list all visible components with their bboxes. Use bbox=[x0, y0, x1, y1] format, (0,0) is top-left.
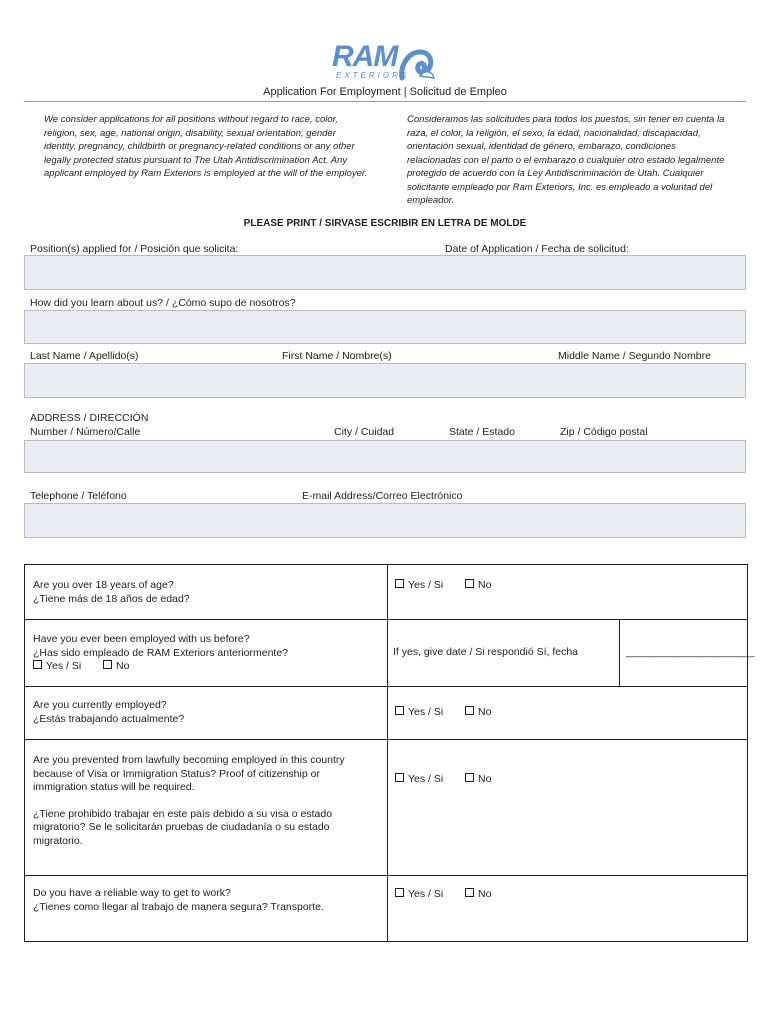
checkbox-icon[interactable] bbox=[395, 773, 404, 782]
immigration-no-option[interactable] bbox=[465, 773, 491, 785]
contact-field[interactable] bbox=[24, 503, 746, 538]
question-transportation-es: ¿Tienes como llegar al trabajo de manera segura? Transporte. bbox=[33, 900, 324, 913]
page-title: Application For Employment | Solicitud de Empleo bbox=[263, 86, 507, 98]
employed-before-yes-option[interactable] bbox=[33, 660, 81, 672]
wave-icon bbox=[398, 48, 436, 82]
question-immigration-status-en: Are you prevented from lawfully becoming employed in this country because of Visa or Immigration Status? Proof of citizenship or immigration status will be required. bbox=[33, 754, 345, 793]
title-divider bbox=[24, 101, 746, 102]
email-label: E-mail Address/Correo Electrónico bbox=[302, 490, 463, 502]
logo-brand: RAM bbox=[332, 40, 398, 73]
yes-label: Yes / Si bbox=[408, 773, 444, 785]
question-currently-employed bbox=[33, 699, 184, 726]
question-over-18 bbox=[33, 579, 190, 606]
employed-before-date-line[interactable]: ______________________ bbox=[626, 646, 755, 658]
over-18-yes-option[interactable] bbox=[395, 579, 443, 591]
question-transportation bbox=[33, 887, 324, 914]
question-over-18-es: ¿Tiene más de 18 años de edad? bbox=[33, 592, 190, 605]
checkbox-icon[interactable] bbox=[33, 660, 42, 669]
employed-before-date-label: If yes, give date / Si respondió Sí, fecha bbox=[393, 646, 579, 658]
address-heading: ADDRESS / DIRECCIÓN bbox=[30, 412, 149, 424]
position-date-field[interactable] bbox=[24, 255, 746, 290]
telephone-label: Telephone / Teléfono bbox=[30, 490, 127, 502]
address-field[interactable] bbox=[24, 440, 746, 473]
over-18-no-option[interactable] bbox=[465, 579, 491, 591]
question-employed-before-en: Have you ever been employed with us before? bbox=[33, 633, 250, 645]
learn-label: How did you learn about us? / ¿Cómo supo de nosotros? bbox=[30, 297, 296, 309]
company-logo bbox=[330, 40, 442, 86]
checkbox-icon[interactable] bbox=[465, 706, 474, 715]
question-currently-employed-en: Are you currently employed? bbox=[33, 699, 167, 711]
no-label: No bbox=[478, 706, 492, 718]
checkbox-icon[interactable] bbox=[103, 660, 112, 669]
question-immigration-status bbox=[33, 754, 373, 848]
question-employed-before-es: ¿Has sido empleado de RAM Exteriors anteriormente? bbox=[33, 646, 289, 659]
checkbox-icon[interactable] bbox=[465, 579, 474, 588]
questions-table bbox=[24, 564, 755, 942]
city-label: City / Cuidad bbox=[334, 426, 395, 438]
no-label: No bbox=[478, 888, 492, 900]
transportation-yes-option[interactable] bbox=[395, 888, 443, 900]
number-street-label: Number / Número/Calle bbox=[30, 426, 141, 438]
last-name-label: Last Name / Apellido(s) bbox=[30, 350, 139, 362]
middle-name-label: Middle Name / Segundo Nombre bbox=[558, 350, 711, 362]
print-instruction-heading: PLEASE PRINT / SIRVASE ESCRIBIR EN LETRA DE MOLDE bbox=[243, 218, 527, 229]
date-label: Date of Application / Fecha de solicitud: bbox=[445, 243, 629, 255]
logo-subtext: EXTERIORS bbox=[336, 71, 410, 80]
checkbox-icon[interactable] bbox=[395, 888, 404, 897]
row-divider bbox=[25, 739, 747, 740]
currently-employed-no-option[interactable] bbox=[465, 706, 491, 718]
no-label: No bbox=[116, 660, 130, 672]
checkbox-icon[interactable] bbox=[465, 888, 474, 897]
column-divider bbox=[619, 619, 620, 686]
zip-label: Zip / Código postal bbox=[560, 426, 648, 438]
yes-label: Yes / Si bbox=[46, 660, 82, 672]
question-immigration-status-es: ¿Tiene prohibido trabajar en este país debido a su visa o estado migratorio? Se le solicitarán pruebas de ciudadanía o su estado migratorio. bbox=[33, 807, 333, 847]
no-label: No bbox=[478, 579, 492, 591]
row-divider bbox=[25, 686, 747, 687]
position-label: Position(s) applied for / Posición que solicita: bbox=[30, 243, 239, 255]
disclaimer-spanish: Consideramos las solicitudes para todos los puestos, sin tener en cuenta la raza, el color, la religión, el sexo, la edad, nacionalidad, discapacidad, orientación sexual, identidad de género, embarazo, condiciones relacionadas con el parto o el embarazo o cualquier otro estado legalmente protegido de acuerdo con la Ley Antidiscriminación de Utah. Cualquier solicitante empleado por Ram Exteriors, Inc. es empleado a voluntad del empleador. bbox=[407, 114, 725, 206]
immigration-yes-option[interactable] bbox=[395, 773, 443, 785]
name-field[interactable] bbox=[24, 363, 746, 398]
yes-label: Yes / Si bbox=[408, 888, 444, 900]
question-transportation-en: Do you have a reliable way to get to work? bbox=[33, 887, 231, 899]
no-label: No bbox=[478, 773, 492, 785]
first-name-label: First Name / Nombre(s) bbox=[282, 350, 392, 362]
row-divider bbox=[25, 875, 747, 876]
checkbox-icon[interactable] bbox=[395, 706, 404, 715]
currently-employed-yes-option[interactable] bbox=[395, 706, 443, 718]
checkbox-icon[interactable] bbox=[395, 579, 404, 588]
yes-label: Yes / Si bbox=[408, 706, 444, 718]
yes-label: Yes / Si bbox=[408, 579, 444, 591]
employed-before-no-option[interactable] bbox=[103, 660, 129, 672]
row-divider bbox=[25, 619, 747, 620]
column-divider bbox=[387, 565, 388, 941]
learn-about-us-field[interactable] bbox=[24, 310, 746, 344]
state-label: State / Estado bbox=[449, 426, 515, 438]
checkbox-icon[interactable] bbox=[465, 773, 474, 782]
disclaimer-english: We consider applications for all positions without regard to race, color, religion, sex, age, national origin, disability, sexual orientation, gender identity, pregnancy, childbirth or pregnancy-related conditions or any other legally protected status pursuant to The Utah Antidiscrimination Act. Any applicant employed by Ram Exteriors is employed at the will of the employer. bbox=[44, 114, 368, 179]
transportation-no-option[interactable] bbox=[465, 888, 491, 900]
question-over-18-en: Are you over 18 years of age? bbox=[33, 579, 174, 591]
question-currently-employed-es: ¿Estás trabajando actualmente? bbox=[33, 712, 185, 725]
question-employed-before bbox=[33, 633, 288, 660]
